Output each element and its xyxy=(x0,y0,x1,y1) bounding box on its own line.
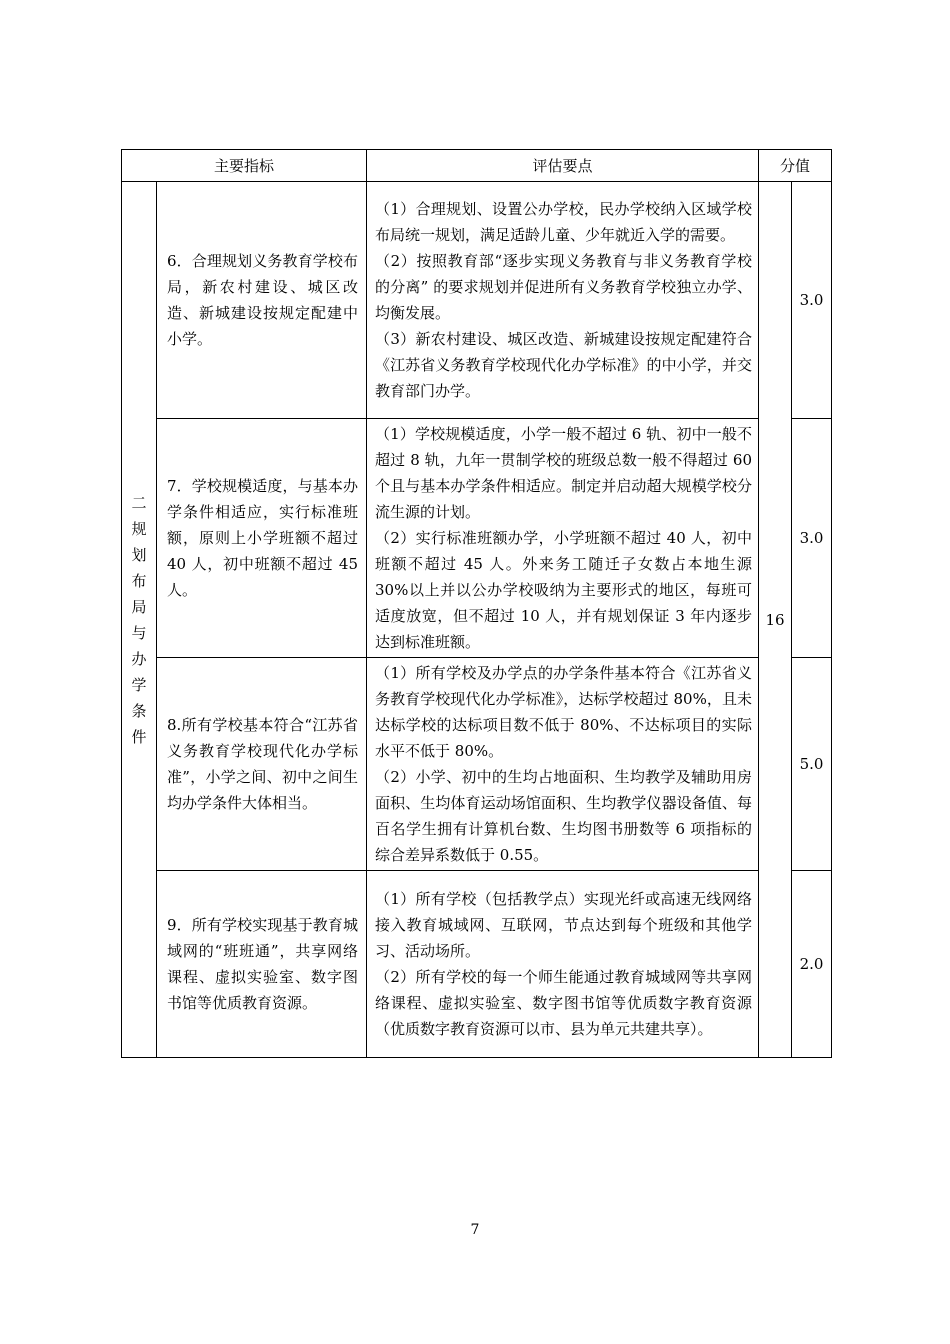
point-item: （2）所有学校的每一个师生能通过教育城域网等共享网络课程、虚拟实验室、数字图书馆等优质数字教育资源（优质数字教育资源可以市、县为单元共建共享）。 xyxy=(375,968,753,1038)
category-label: 二规划布局与办学条件 xyxy=(131,493,147,746)
header-indicator: 主要指标 xyxy=(122,150,367,182)
point-item: （1）学校规模适度，小学一般不超过 6 轨、初中一般不超过 8 轨，九年一贯制学校的班级总数一般不得超过 60 个且与基本办学条件相适应。制定并启动超大规模学校分流生源的计划。 xyxy=(375,425,753,521)
point-item: （1）所有学校及办学点的办学条件基本符合《江苏省义务教育学校现代化办学标准》，达标学校超过 80%，且未达标学校的达标项目数不低于 80%、不达标项目的实际水平不低于 80%。 xyxy=(375,664,753,760)
indicator-cell: 8.所有学校基本符合“江苏省义务教育学校现代化办学标准”，小学之间、初中之间生均办学条件大体相当。 xyxy=(157,658,367,871)
indicator-cell: 9．所有学校实现基于教育城域网的“班班通”，共享网络课程、虚拟实验室、数字图书馆等优质教育资源。 xyxy=(157,871,367,1058)
point-item: （1）合理规划、设置公办学校，民办学校纳入区域学校布局统一规划，满足适龄儿童、少年就近入学的需要。 xyxy=(375,200,753,244)
item-score: 3.0 xyxy=(792,419,832,658)
table-row xyxy=(122,182,832,419)
points-cell xyxy=(367,182,759,419)
points-cell xyxy=(367,871,759,1058)
evaluation-table xyxy=(121,149,832,1058)
item-score: 2.0 xyxy=(792,871,832,1058)
category-cell xyxy=(122,182,157,1058)
points-cell xyxy=(367,419,759,658)
table-row xyxy=(122,419,832,658)
item-score: 5.0 xyxy=(792,658,832,871)
point-item: （2）小学、初中的生均占地面积、生均教学及辅助用房面积、生均体育运动场馆面积、生均教学仪器设备值、每百名学生拥有计算机台数、生均图书册数等 6 项指标的综合差异系数低于 0.55。 xyxy=(375,768,753,864)
points-cell xyxy=(367,658,759,871)
point-item: （3）新农村建设、城区改造、新城建设按规定配建符合《江苏省义务教育学校现代化办学标准》的中小学，并交教育部门办学。 xyxy=(375,330,753,400)
page-number: 7 xyxy=(470,1222,480,1238)
total-score-cell: 16 xyxy=(759,182,792,1058)
point-item: （2）按照教育部“逐步实现义务教育与非义务教育学校的分离” 的要求规划并促进所有义务教育学校独立办学、均衡发展。 xyxy=(375,252,753,322)
table-row xyxy=(122,871,832,1058)
table-header-row xyxy=(122,150,832,182)
point-item: （2）实行标准班额办学，小学班额不超过 40 人，初中班额不超过 45 人。外来务工随迁子女数占本地生源 30%以上并以公办学校吸纳为主要形式的地区，每班可适度放宽，但不超过 10 人，并有规划保证 3 年内逐步达到标准班额。 xyxy=(375,529,753,651)
indicator-cell: 6．合理规划义务教育学校布局，新农村建设、城区改造、新城建设按规定配建中小学。 xyxy=(157,182,367,419)
point-item: （1）所有学校（包括教学点）实现光纤或高速无线网络接入教育城域网、互联网，节点达到每个班级和其他学习、活动场所。 xyxy=(375,890,753,960)
table-row xyxy=(122,658,832,871)
header-score: 分值 xyxy=(759,150,832,182)
header-points: 评估要点 xyxy=(367,150,759,182)
indicator-cell: 7．学校规模适度，与基本办学条件相适应，实行标准班额，原则上小学班额不超过 40 人，初中班额不超过 45 人。 xyxy=(157,419,367,658)
item-score: 3.0 xyxy=(792,182,832,419)
